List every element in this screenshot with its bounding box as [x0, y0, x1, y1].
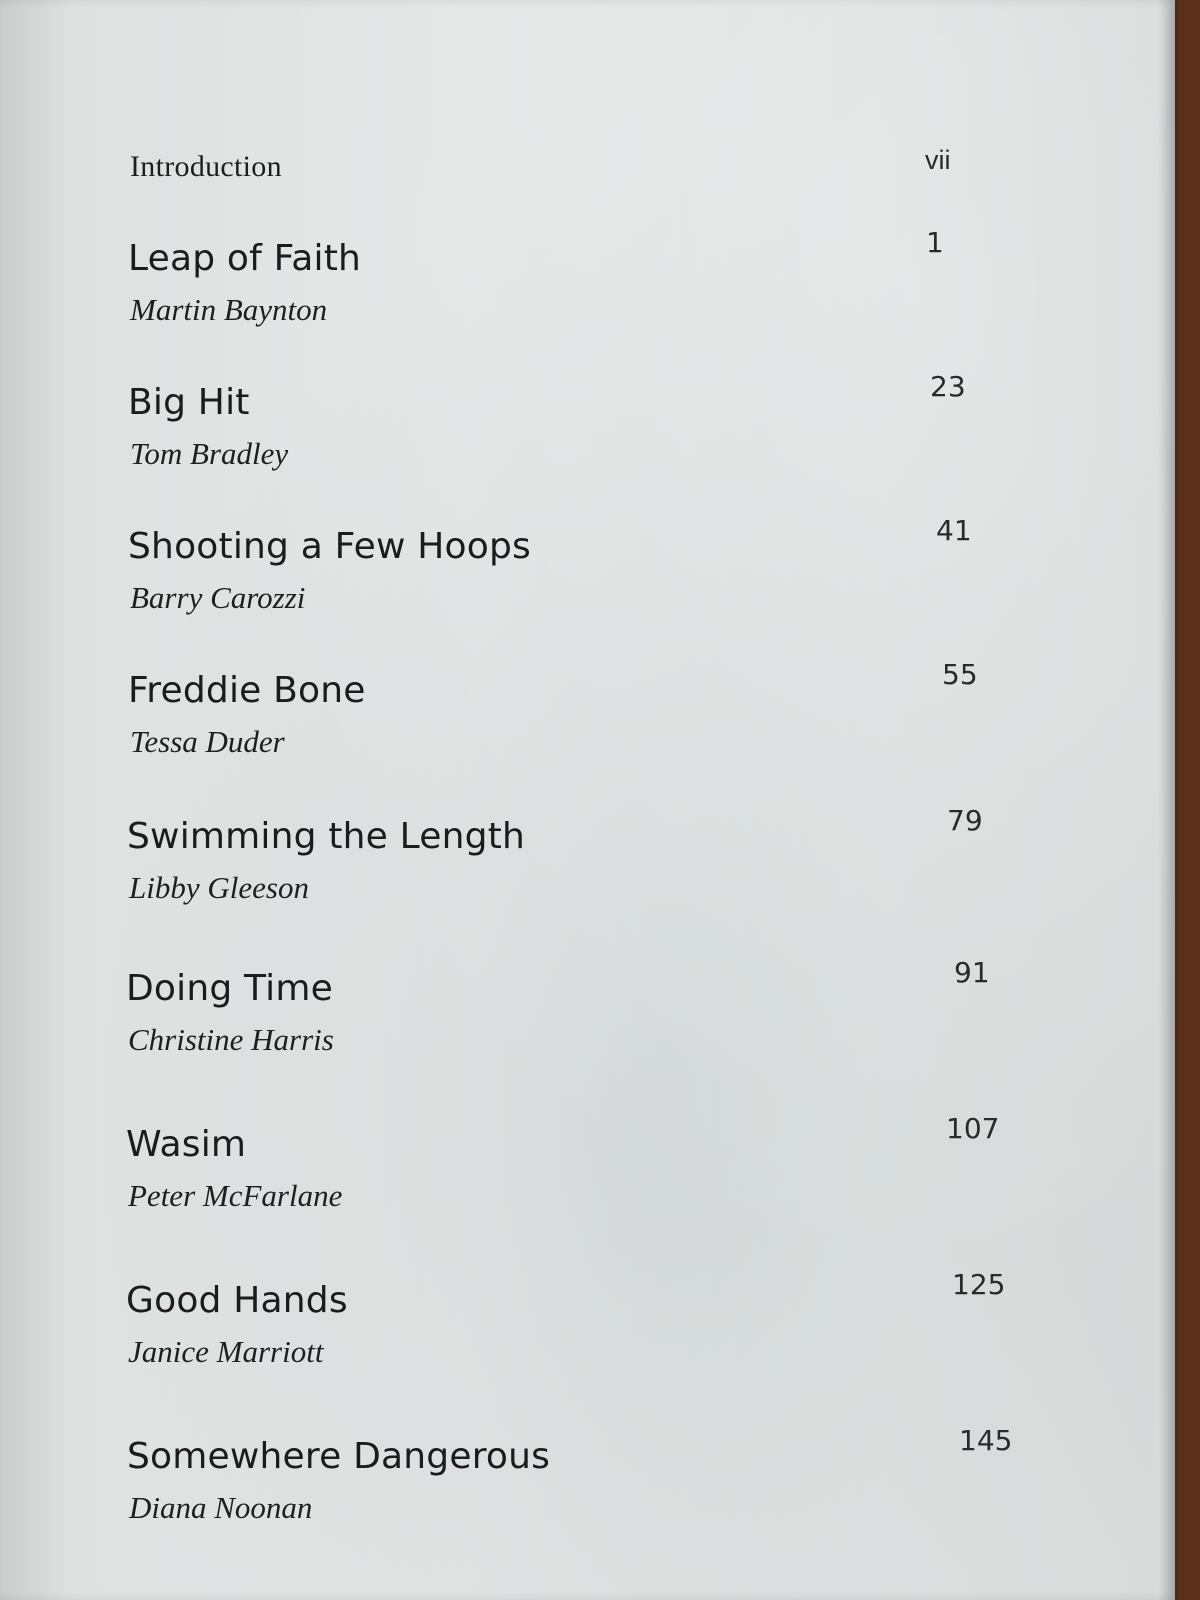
story-author: Christine Harris [128, 1022, 334, 1057]
story-page-number: 125 [952, 1268, 1006, 1301]
introduction-page-number: vii [925, 145, 951, 175]
story-title: Swimming the Length [127, 816, 526, 857]
story-author: Tessa Duder [130, 724, 285, 759]
story-title: Good Hands [126, 1280, 348, 1321]
story-author: Janice Marriott [128, 1334, 324, 1369]
story-page-number: 41 [936, 514, 972, 547]
story-title: Freddie Bone [128, 670, 366, 711]
toc-entry [126, 1112, 1200, 1244]
story-page-number: 55 [942, 658, 978, 691]
story-title: Wasim [126, 1124, 247, 1165]
toc-entry [128, 370, 1200, 502]
story-author: Libby Gleeson [129, 870, 309, 905]
story-author: Martin Baynton [130, 292, 328, 327]
story-title: Doing Time [126, 968, 333, 1009]
story-page-number: 79 [947, 804, 983, 837]
story-title: Somewhere Dangerous [127, 1436, 551, 1477]
story-page-number: 1 [926, 226, 944, 259]
toc-entry [127, 1424, 1200, 1556]
story-title: Shooting a Few Hoops [128, 526, 531, 567]
story-page-number: 23 [930, 370, 966, 403]
story-author: Tom Bradley [130, 436, 289, 471]
story-page-number: 107 [946, 1112, 1000, 1145]
story-author: Diana Noonan [129, 1490, 313, 1525]
toc-entry [128, 658, 1200, 790]
toc-entry [128, 514, 1200, 646]
toc-entry [128, 226, 1200, 358]
toc-entry [126, 956, 1200, 1088]
story-author: Peter McFarlane [128, 1178, 343, 1213]
story-title: Leap of Faith [128, 238, 362, 279]
toc-entry [127, 804, 1200, 936]
introduction-label: Introduction [130, 150, 282, 183]
story-page-number: 145 [959, 1424, 1013, 1457]
story-title: Big Hit [128, 382, 250, 423]
toc-entry [126, 1268, 1200, 1400]
story-page-number: 91 [954, 956, 990, 989]
story-author: Barry Carozzi [130, 580, 306, 615]
